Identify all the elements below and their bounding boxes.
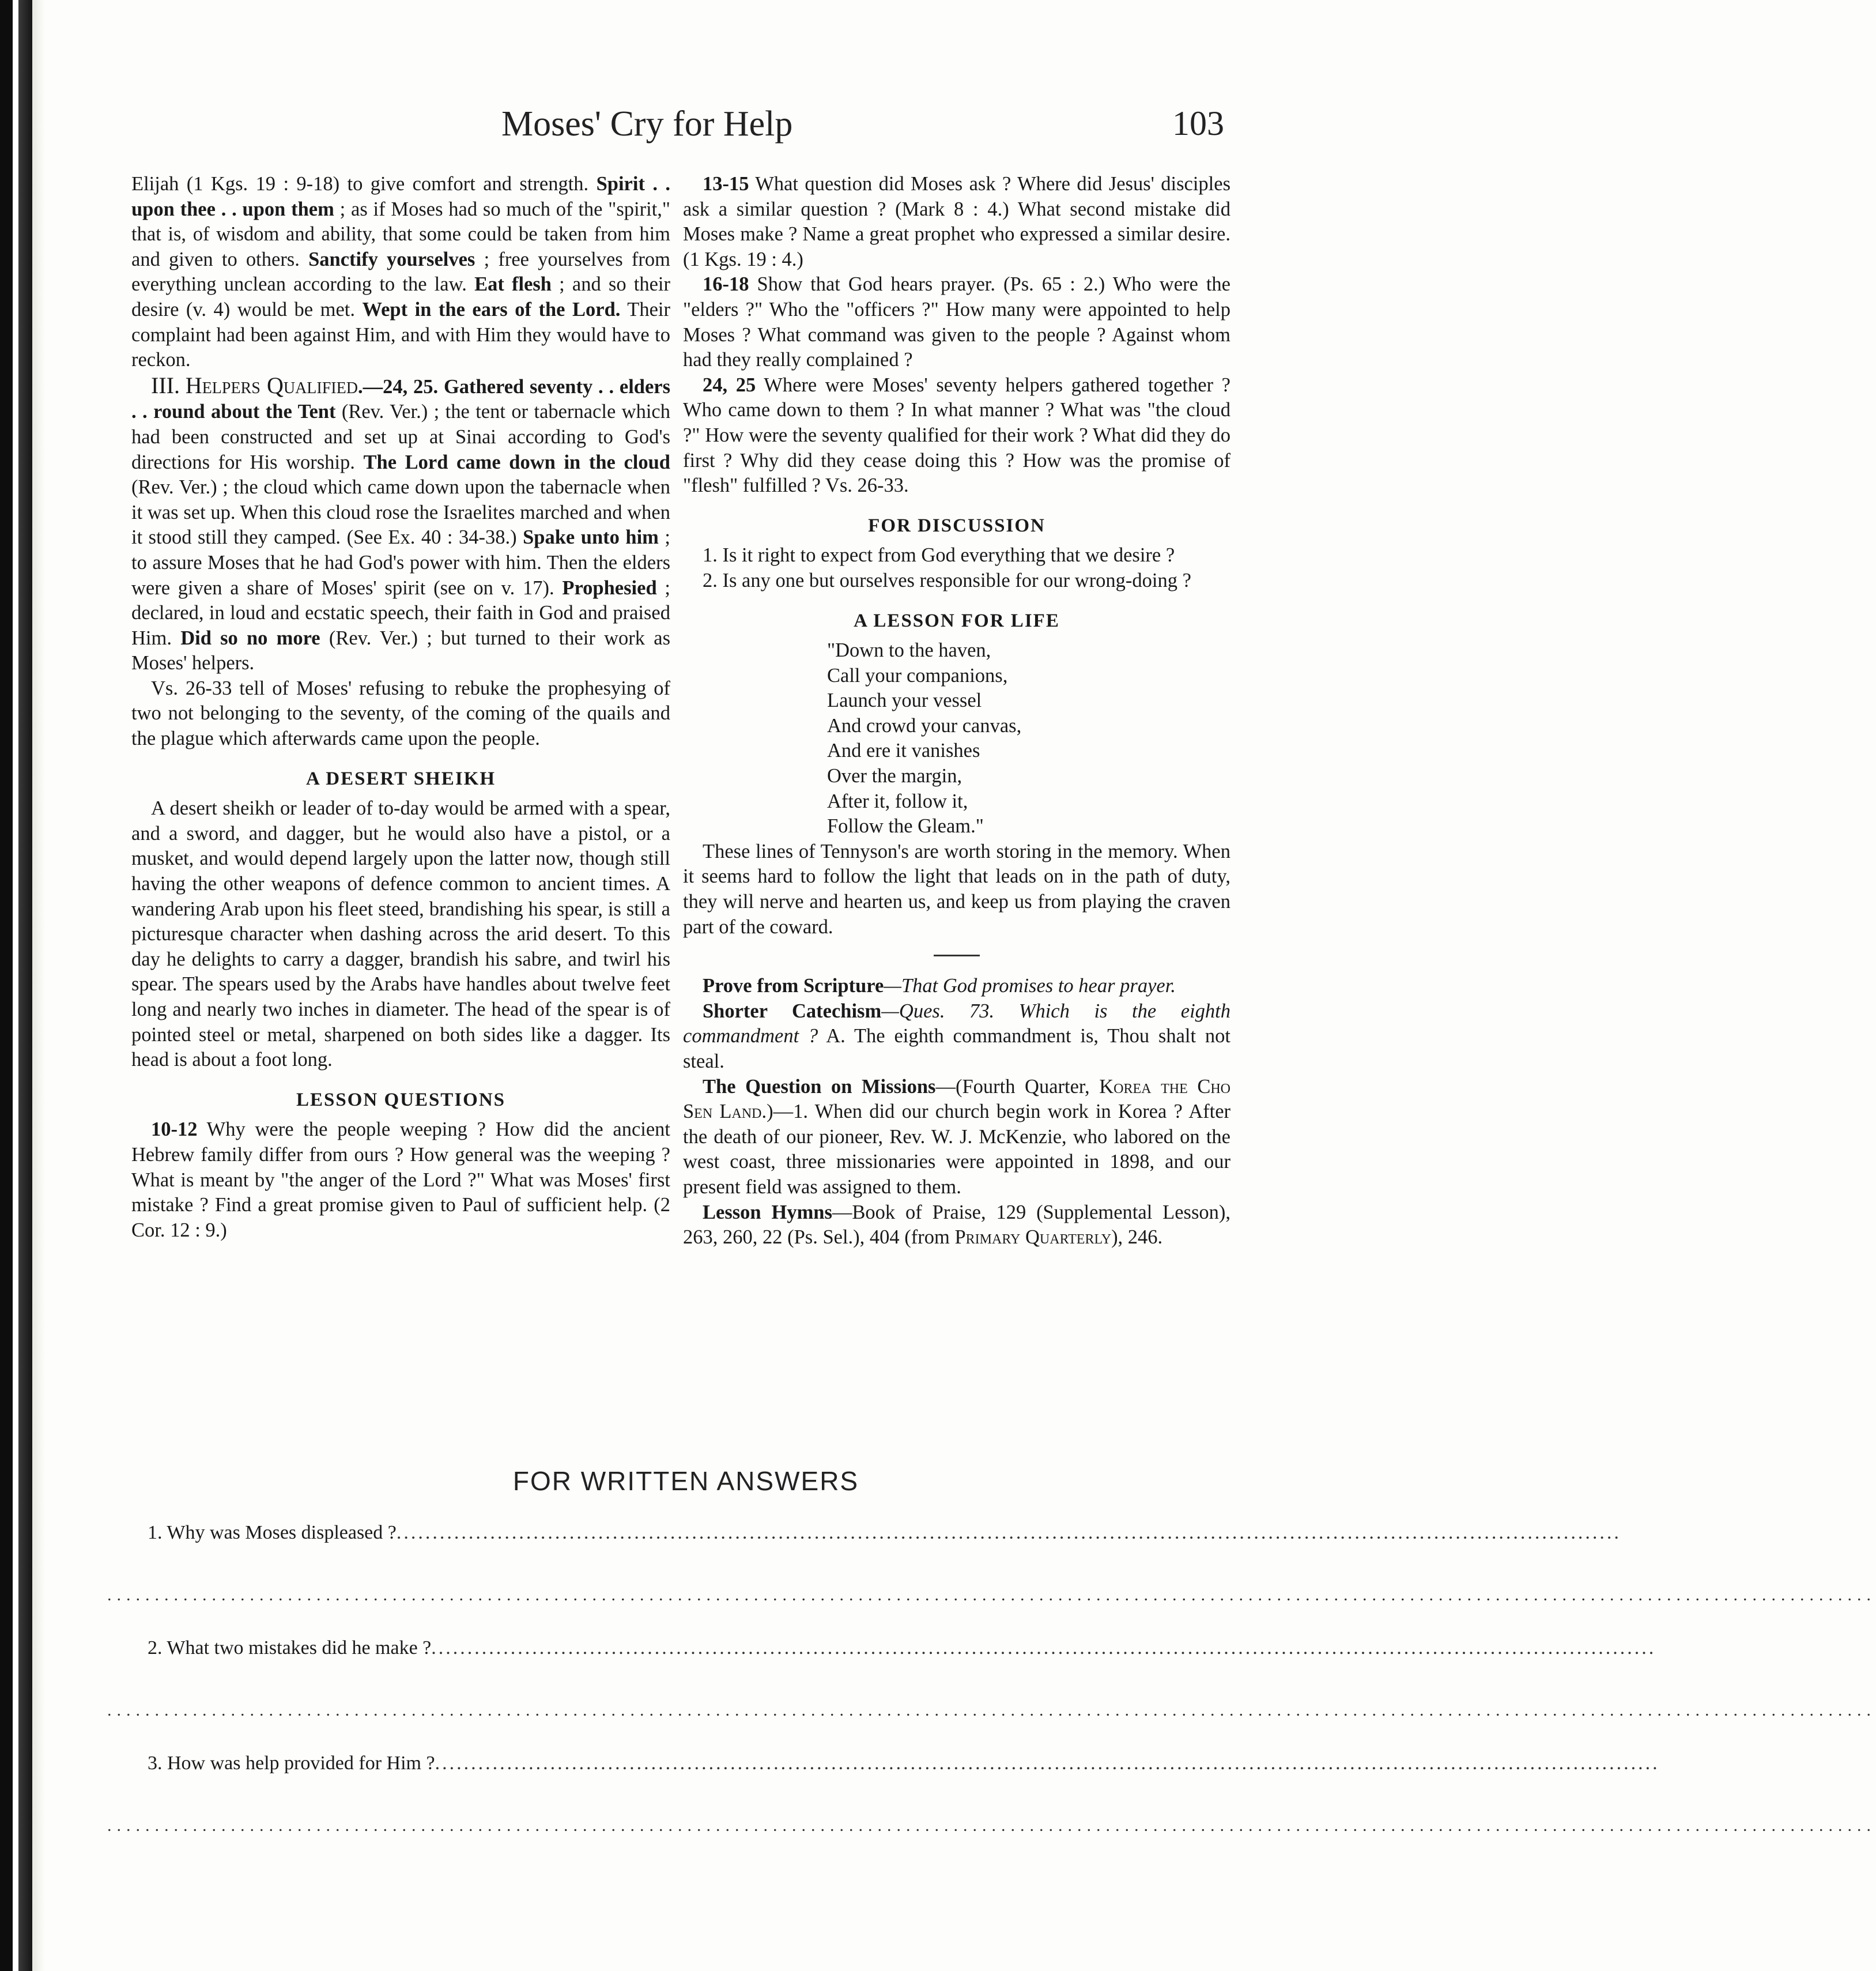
italic-run: —That God promises to hear prayer. [884, 975, 1176, 997]
italic-run: —Ques. 73. [881, 1000, 1019, 1022]
poem-line: Over the margin, [827, 765, 962, 787]
divider [934, 955, 980, 956]
written-question-2 [107, 1637, 1656, 1659]
poem-note: These lines of Tennyson's are worth storing in the memory. When it seems hard to follow the light that leads on in the path of duty, they will nerve and hearten us, and keep us from playing the craven part of the coward. [683, 840, 1230, 938]
text-run: ; declared, in loud and ecstatic speech, their faith in God and praised Him. [131, 576, 670, 649]
answer-line[interactable]: .......................................................................................................................................................................................... [107, 1816, 1876, 1835]
poem-line: Launch your vessel [827, 689, 982, 712]
answer-leader: .......................................................................................................................................................................... [396, 1522, 1621, 1543]
text-run: .)—1. When did our church begin work in Korea ? After the death of our pioneer, Rev. W. J. McKenzie, who labored on the west coast, three missionaries were appointed in 1898, and our present field was assigned to them. [683, 1101, 1231, 1198]
question-text: 1. Why was Moses displeased ? [148, 1522, 397, 1543]
poem-line: And ere it vanishes [827, 740, 980, 762]
poem-line: After it, follow it, [827, 790, 968, 812]
answer-leader: .......................................................................................................................................................................... [435, 1753, 1660, 1774]
bold-term: Spirit . . upon thee . . upon them [131, 173, 670, 220]
page-spine [0, 0, 45, 1971]
discussion-item-1: 1. Is it right to expect from God everything that we desire ? [703, 544, 1175, 567]
bold-term: Wept in the ears of the Lord. [362, 298, 621, 321]
italic-run: Which is the eighth commandment ? [683, 1000, 1230, 1047]
question-text: 2. What two mistakes did he make ? [148, 1637, 432, 1659]
text-run: (Rev. Ver.) ; but turned to their work as Moses' helpers. [131, 627, 670, 674]
shorter-catechism [683, 999, 1230, 1075]
text-run: ; to assure Moses that he had God's power with him. Then the elders were given a share of Moses' spirit (see on v. 17). [131, 526, 671, 599]
lesson-hymns [683, 1200, 1230, 1250]
heading-lesson-for-life: A LESSON FOR LIFE [854, 610, 1060, 631]
question-10-12 [131, 1117, 670, 1243]
text-run: Show that God hears prayer. (Ps. 65 : 2.) Who were the "elders ?" Who the "officers ?" How many were appointed to help Moses ? What command was given to the people ? Against whom had they really complained ? [683, 273, 1230, 371]
bold-term: Gathered seventy . . elders . . round about the Tent [131, 375, 671, 423]
text-run: (Rev. Ver.) ; the cloud which came down upon the tabernacle when it was set up. When this cloud rose the Israelites marched and when it stood still they camped. (See Ex. 40 : 34-38.) [131, 476, 670, 549]
small-caps-run: Primary Quarterly [954, 1226, 1112, 1249]
text-run: ; and so their desire (v. 4) would be met. [131, 273, 671, 321]
small-caps-run: Korea the Cho Sen Land [683, 1075, 1230, 1123]
answer-line[interactable]: .......................................................................................................................................................................................... [107, 1585, 1876, 1604]
poem-line: Follow the Gleam." [827, 815, 984, 838]
page-number: 103 [1172, 104, 1224, 142]
poem-line: "Down to the haven, [827, 639, 991, 662]
poem [683, 638, 1230, 839]
verse-ref: 10-12 [151, 1118, 198, 1141]
paragraph-vs-26-33: Vs. 26-33 tell of Moses' refusing to rebuke the prophesying of two not belonging to the seventy, of the coming of the quails and the plague which afterwards came upon the people. [131, 677, 670, 750]
answer-leader: .......................................................................................................................................................................... [431, 1637, 1656, 1659]
paragraph-helpers-qualified [131, 373, 670, 676]
text-run: What question did Moses ask ? Where did Jesus' disciples ask a similar question ? (Mark 8 : 4.) What second mistake did Moses make ? Name a great prophet who expressed a similar desire. (1 Kgs. 19 : 4.) [683, 173, 1230, 270]
bold-term: The Question on Missions [703, 1075, 936, 1098]
text-run: Elijah (1 Kgs. 19 : 9-18) to give comfort and strength. [131, 173, 597, 195]
question-24-25 [683, 373, 1230, 499]
heading-desert-sheikh: A DESERT SHEIKH [305, 768, 496, 789]
verse-ref: 13-15 [703, 173, 749, 195]
written-question-1 [107, 1522, 1621, 1544]
written-answers-title: FOR WRITTEN ANSWERS [512, 1466, 859, 1496]
question-16-18 [683, 272, 1230, 372]
bold-term: Prophesied [562, 576, 657, 599]
text-run: —Book of Praise, 129 (Supplemental Lesson), 263, 260, 22 (Ps. Sel.), 404 (from [683, 1201, 1230, 1249]
bold-term: Did so no more [180, 627, 320, 649]
bold-term: Sanctify yourselves [308, 248, 475, 270]
bold-term: Eat flesh [474, 273, 552, 296]
paragraph-elijah [131, 172, 670, 373]
question-text: 3. How was help provided for Him ? [148, 1753, 435, 1774]
bold-term: Shorter Catechism [703, 1000, 882, 1022]
answer-line[interactable]: .......................................................................................................................................................................................... [107, 1701, 1876, 1720]
paragraph-desert-sheikh: A desert sheikh or leader of to-day would be armed with a spear, and a sword, and dagger, but he would also have a pistol, or a musket, and would depend largely upon the latter now, though still having the other weapons of defence common to ancient times. A wandering Arab upon his fleet steed, brandishing his spear, is still a picturesque character when dashing across the arid desert. To this day he delights to carry a dagger, brandish his sabre, and twirl his spear. The spears used by the Arabs have handles about twelve feet long and nearly two inches in diameter. The head of the spear is of pointed steel or metal, sharpened on both sides like a dagger. Its head is about a foot long. [131, 797, 670, 1071]
bold-term: The Lord came down in the cloud [363, 451, 670, 473]
verse-ref: .—24, 25. [357, 375, 439, 398]
verse-ref: 24, 25 [703, 374, 756, 396]
section-title: Helpers Qualified [185, 372, 358, 398]
heading-lesson-questions: LESSON QUESTIONS [296, 1089, 506, 1110]
text-run: ), 246. [1111, 1226, 1163, 1249]
text-run: ; as if Moses had so much of the "spirit," that is, of wisdom and ability, that some could be taken from him and given to others. [131, 198, 670, 270]
written-question-3 [107, 1753, 1660, 1774]
poem-line: And crowd your canvas, [827, 714, 1022, 737]
text-run: A. The eighth commandment is, Thou shalt not steal. [683, 1025, 1230, 1072]
bold-term: Spake unto him [523, 526, 659, 549]
text-run: Where were Moses' seventy helpers gathered together ? Who came down to them ? In what manner ? What was "the cloud ?" How were the seventy qualified for their work ? What did they do first ? Why did they cease doing this ? How was the promise of "flesh" fulfilled ? Vs. 26-33. [683, 374, 1230, 497]
left-column [131, 172, 670, 1243]
question-on-missions [683, 1075, 1230, 1200]
bold-term: Prove from Scripture [703, 975, 884, 997]
discussion-item-2: 2. Is any one but ourselves responsible for our wrong-doing ? [703, 569, 1191, 591]
text-run: Their complaint had been against Him, and with Him they would have to reckon. [131, 298, 670, 371]
running-header [0, 104, 1372, 156]
text-run: Why were the people weeping ? How did the ancient Hebrew family differ from ours ? How general was the weeping ? What is meant by "the anger of the Lord ?" What was Moses' first mistake ? Find a great promise given to Paul of sufficient help. (2 Cor. 12 : 9.) [131, 1118, 670, 1241]
text-run: —(Fourth Quarter, [935, 1075, 1100, 1098]
prove-from-scripture [683, 974, 1230, 999]
bold-term: Lesson Hymns [703, 1201, 832, 1223]
right-column [683, 172, 1230, 1250]
text-run: ; free yourselves from everything unclean according to the law. [131, 248, 670, 296]
question-13-15 [683, 172, 1230, 272]
text-run: (Rev. Ver.) ; the tent or tabernacle which had been constructed and set up at Sinai according to God's directions for His worship. [131, 401, 670, 473]
poem-line: Call your companions, [827, 664, 1008, 687]
heading-for-discussion: FOR DISCUSSION [868, 515, 1045, 536]
section-numeral: III. [151, 372, 180, 398]
page-title: Moses' Cry for Help [501, 104, 793, 144]
verse-ref: 16-18 [703, 273, 749, 296]
